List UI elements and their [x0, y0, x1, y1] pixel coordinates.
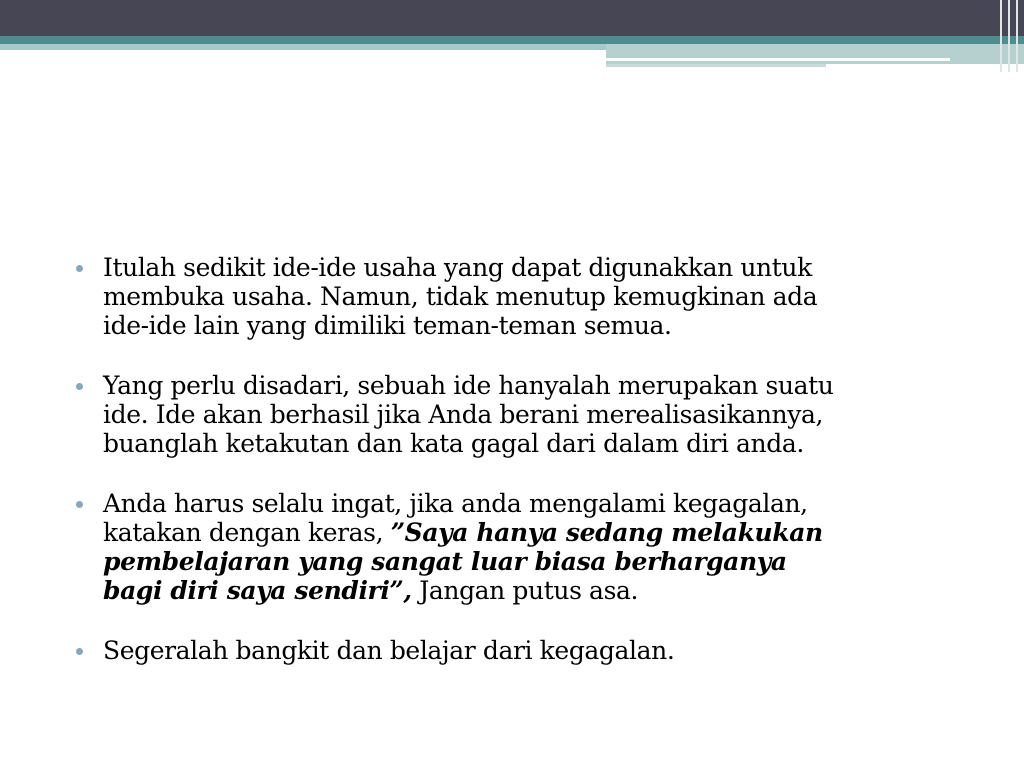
bullet-text: Anda harus selalu ingat, jika anda mengalami kegagalan,	[103, 489, 808, 518]
accent-line	[606, 58, 950, 61]
bullet-text: membuka usaha. Namun, tidak menutup kemugkinan ada	[103, 282, 818, 311]
vertical-line	[1008, 0, 1010, 72]
bullet-text: Yang perlu disadari, sebuah ide hanyalah merupakan suatu	[103, 371, 834, 400]
emphasized-quote: ”Saya hanya sedang melakukan	[390, 518, 823, 547]
emphasized-quote: bagi diri saya sendiri”,	[103, 576, 412, 605]
bullet-text: ide-ide lain yang dimiliki teman-teman semua.	[103, 311, 672, 340]
bullet-text: ide. Ide akan berhasil jika Anda berani merealisasikannya,	[103, 400, 824, 429]
top-bar	[0, 0, 1024, 36]
bullet-text: buanglah ketakutan dan kata gagal dari dalam diri anda.	[103, 429, 804, 458]
vertical-line	[1016, 0, 1018, 72]
bullet-item	[70, 636, 970, 665]
bullet-text: katakan dengan keras,	[103, 518, 391, 547]
teal-light-band	[0, 44, 606, 50]
vertical-line	[1000, 0, 1002, 72]
bullet-icon	[76, 265, 83, 272]
bullet-item	[70, 371, 970, 458]
bullet-item	[70, 489, 970, 605]
bullet-text: Jangan putus asa.	[411, 576, 639, 605]
teal-band	[0, 36, 1024, 44]
bullet-icon	[76, 383, 83, 390]
bullet-text: Itulah sedikit ide-ide usaha yang dapat digunakkan untuk	[103, 253, 812, 282]
emphasized-quote: pembelajaran yang sangat luar biasa berharganya	[103, 547, 787, 576]
accent-thin-line	[606, 64, 826, 67]
bullet-item	[70, 253, 970, 340]
bullet-text: Segeralah bangkit dan belajar dari kegagalan.	[103, 636, 675, 665]
bullet-icon	[76, 501, 83, 508]
accent-block	[606, 44, 1024, 64]
bullet-list	[70, 253, 970, 696]
bullet-icon	[76, 648, 83, 655]
